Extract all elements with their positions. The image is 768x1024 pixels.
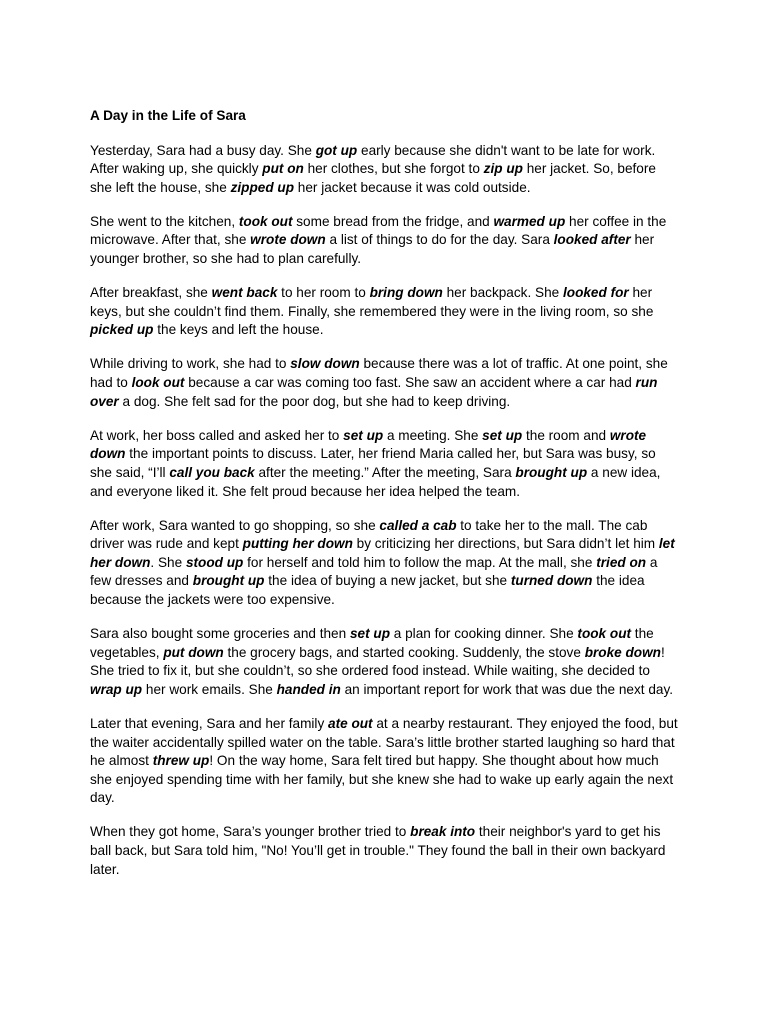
phrasal-verb: ate out [328, 715, 373, 731]
text-segment: At work, her boss called and asked her to [90, 427, 344, 443]
text-segment: because a car was coming too fast. She saw an accident where a car had [184, 375, 636, 391]
text-segment: some bread from the fridge, and [292, 213, 494, 229]
text-segment: because there was a lot of traffic. At one point, she had to [90, 356, 668, 391]
phrasal-verb: zipped up [230, 179, 295, 195]
phrasal-verb: put down [163, 644, 224, 660]
phrasal-verb: zip up [483, 161, 523, 177]
text-segment: a new idea, and everyone liked it. She felt proud because her idea helped the team. [90, 464, 661, 499]
phrasal-verb: let her down [90, 536, 675, 570]
phrasal-verb: took out [238, 213, 293, 229]
text-segment: her jacket because it was cold outside. [294, 179, 531, 195]
paragraph [90, 715, 680, 808]
phrasal-verb: brought up [192, 573, 265, 589]
text-segment: ! On the way home, Sara felt tired but happy. She thought about how much she enjoyed spending time with her family, but she knew she had to wake up early again the next day. [90, 753, 674, 806]
text-segment: While driving to work, she had to [90, 356, 291, 372]
text-segment: the room and [522, 427, 610, 443]
phrasal-verb: call you back [169, 464, 255, 480]
text-segment: a list of things to do for the day. Sara [325, 232, 554, 248]
phrasal-verb: stood up [185, 554, 244, 570]
text-segment: her jacket. So, before she left the house, she [90, 161, 656, 195]
text-segment: Yesterday, Sara had a busy day. She [90, 142, 316, 158]
text-segment: the important points to discuss. Later, her friend Maria called her, but Sara was busy, so she said, “I’ll [90, 446, 656, 480]
paragraph [90, 284, 680, 340]
text-segment: the grocery bags, and started cooking. Suddenly, the stove [223, 644, 585, 660]
phrasal-verb: warmed up [493, 213, 566, 229]
phrasal-verb: bring down [369, 285, 443, 301]
paragraph [90, 427, 680, 501]
text-segment: her clothes, but she forgot to [303, 161, 484, 177]
text-segment: After work, Sara wanted to go shopping, so she [90, 517, 380, 533]
text-segment: a meeting. She [383, 427, 483, 443]
paragraph [90, 142, 680, 198]
text-segment: Sara also bought some groceries and then [90, 626, 350, 642]
text-segment: her backpack. She [442, 285, 563, 301]
text-segment: the keys and left the house. [153, 322, 324, 338]
phrasal-verb: set up [343, 427, 384, 443]
phrasal-verb: set up [482, 427, 523, 443]
text-segment: the idea of buying a new jacket, but she [264, 573, 511, 589]
phrasal-verb: looked after [553, 232, 631, 248]
text-segment: by criticizing her directions, but Sara didn’t let him [352, 536, 659, 552]
document-page [90, 107, 680, 895]
text-segment: for herself and told him to follow the map. At the mall, she [243, 554, 597, 570]
text-segment: Later that evening, Sara and her family [90, 715, 329, 731]
phrasal-verb: went back [211, 285, 278, 301]
document-title: A Day in the Life of Sara [90, 108, 246, 123]
phrasal-verb: looked for [562, 285, 629, 301]
text-segment: her coffee in the microwave. After that, she [90, 213, 667, 248]
phrasal-verb: set up [349, 626, 390, 642]
paragraph [90, 625, 680, 699]
phrasal-verb: break into [410, 824, 476, 840]
text-segment: an important report for work that was due the next day. [340, 681, 674, 697]
text-segment: . She [150, 554, 186, 570]
text-segment: to her room to [277, 285, 370, 301]
paragraph [90, 823, 680, 879]
phrasal-verb: handed in [276, 681, 341, 697]
text-segment: at a nearby restaurant. They enjoyed the food, but the waiter accidentally spilled water on the table. Sara’s little brother started laughing so hard that he almost [90, 715, 678, 769]
paragraph [90, 355, 680, 411]
phrasal-verb: got up [315, 142, 358, 158]
phrasal-verb: threw up [152, 753, 210, 769]
text-segment: She went to the kitchen, [90, 213, 239, 229]
phrasal-verb: broke down [584, 644, 661, 660]
phrasal-verb: picked up [90, 322, 154, 338]
text-segment: early because she didn't want to be late for work. After waking up, she quickly [90, 142, 656, 177]
phrasal-verb: putting her down [242, 536, 353, 552]
phrasal-verb: brought up [515, 464, 588, 480]
phrasal-verb: turned down [510, 573, 593, 589]
text-segment: a plan for cooking dinner. She [390, 626, 578, 642]
text-segment: When they got home, Sara’s younger brother tried to [90, 824, 411, 840]
document-body [90, 142, 680, 880]
phrasal-verb: put on [262, 161, 304, 177]
paragraph [90, 213, 680, 269]
text-segment: her work emails. She [142, 681, 277, 697]
phrasal-verb: took out [577, 626, 632, 642]
text-segment: the vegetables, [90, 626, 654, 660]
text-segment: ! She tried to fix it, but she couldn’t, so she ordered food instead. While waiting, she decided to [90, 644, 665, 679]
text-segment: to take her to the mall. The cab driver was rude and kept [90, 517, 648, 552]
phrasal-verb: tried on [596, 554, 647, 570]
phrasal-verb: wrote down [250, 232, 326, 248]
text-segment: her younger brother, so she had to plan carefully. [90, 232, 655, 267]
text-segment: the idea because the jackets were too expensive. [90, 573, 645, 607]
paragraph [90, 517, 680, 610]
text-segment: their neighbor's yard to get his ball back, but Sara told him, "No! You’ll get in trouble." They found the ball in their own backyard later. [90, 824, 666, 877]
text-segment: a few dresses and [90, 554, 658, 589]
phrasal-verb: wrap up [90, 681, 143, 697]
phrasal-verb: wrote down [90, 427, 647, 462]
phrasal-verb: run over [90, 375, 658, 409]
text-segment: her keys, but she couldn’t find them. Finally, she remembered they were in the living room, so she [90, 285, 654, 319]
text-segment: After breakfast, she [90, 285, 212, 301]
phrasal-verb: called a cab [379, 517, 457, 533]
phrasal-verb: slow down [290, 356, 360, 372]
text-segment: a dog. She felt sad for the poor dog, but she had to keep driving. [118, 393, 511, 409]
text-segment: after the meeting.” After the meeting, Sara [254, 464, 516, 480]
phrasal-verb: look out [131, 375, 185, 391]
